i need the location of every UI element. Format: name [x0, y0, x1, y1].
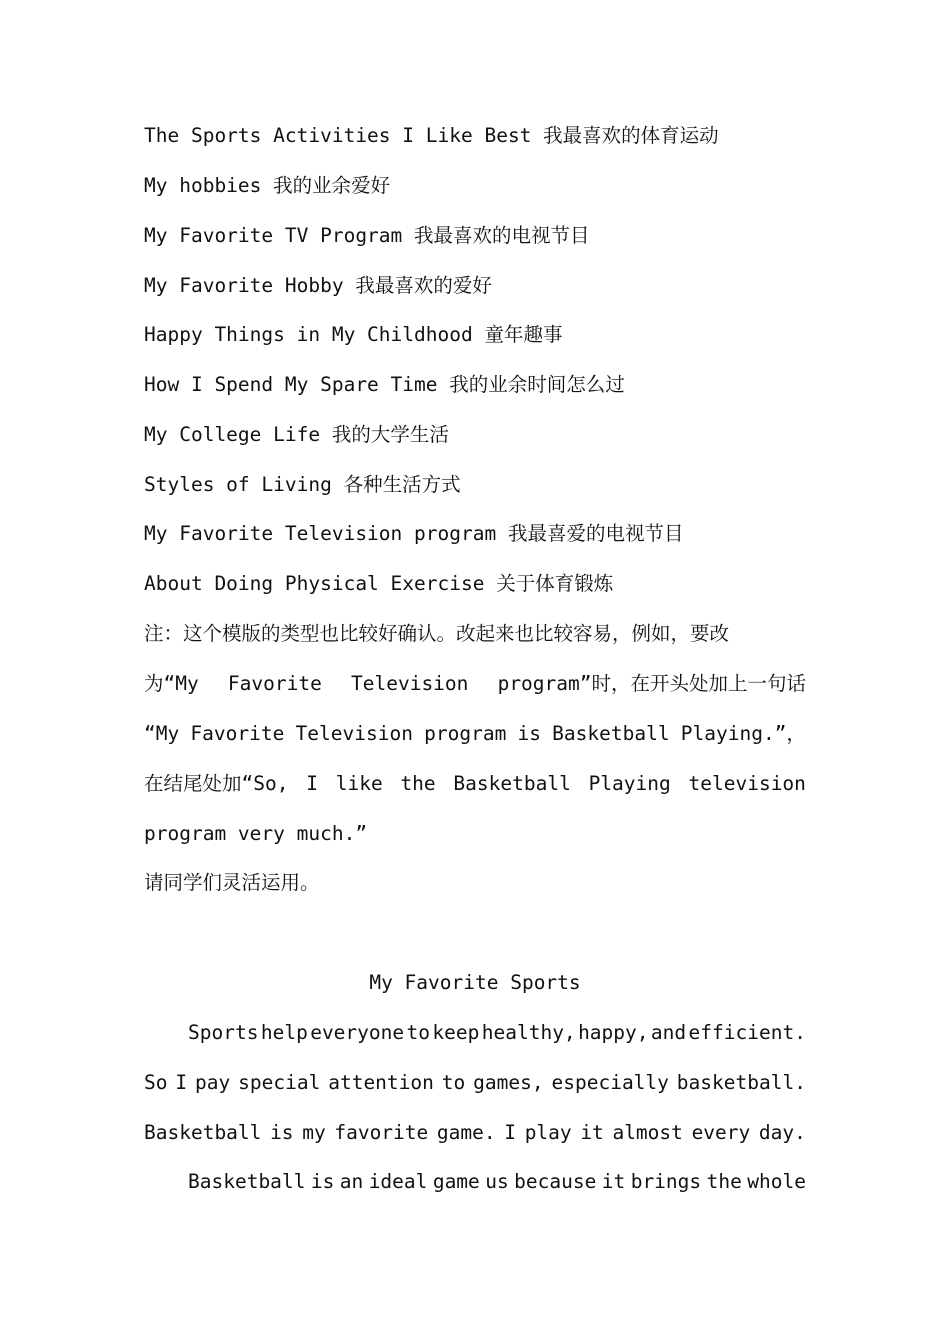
word: to [406, 1021, 430, 1044]
note-line: program very much.” [144, 822, 368, 845]
word: Basketball [144, 1121, 262, 1144]
word: Basketball [453, 772, 571, 795]
word: it [580, 1121, 604, 1144]
topic-item: The Sports Activities I Like Best 我最喜欢的体育运动 [144, 124, 719, 147]
word: day. [758, 1121, 806, 1144]
word: ideal [368, 1170, 428, 1193]
word: the [706, 1170, 742, 1193]
note-line [144, 671, 806, 697]
word: attention [328, 1071, 434, 1094]
word: I [504, 1121, 517, 1144]
word: is [517, 722, 541, 745]
word: healthy, [481, 1021, 576, 1044]
note-line [144, 721, 806, 747]
word: I [306, 772, 318, 795]
word: happy, [578, 1021, 649, 1044]
topic-item: How I Spend My Spare Time 我的业余时间怎么过 [144, 373, 625, 396]
word: program [424, 722, 507, 745]
topic-item: Styles of Living 各种生活方式 [144, 473, 461, 496]
word: because [514, 1170, 597, 1193]
word: special [238, 1071, 321, 1094]
word: Basketball [552, 722, 670, 745]
note-line: 请同学们灵活运用。 [144, 871, 320, 894]
word: Favorite [227, 672, 322, 695]
word: Basketball [188, 1170, 306, 1193]
word: 为“My [144, 672, 199, 695]
word: 在结尾处加“So, [144, 772, 289, 795]
topic-item: My College Life 我的大学生活 [144, 423, 449, 446]
word: Favorite [190, 722, 285, 745]
word: pay [195, 1071, 231, 1094]
word: “My [144, 722, 180, 745]
word: to [441, 1071, 466, 1094]
note-line [144, 621, 806, 647]
topic-item: My Favorite Hobby 我最喜欢的爱好 [144, 274, 492, 297]
word: Television [351, 672, 469, 695]
word: television [688, 772, 806, 795]
word: an [339, 1170, 364, 1193]
word: basketball. [676, 1071, 806, 1094]
word: it [601, 1170, 626, 1193]
word: game [432, 1170, 480, 1193]
word: my [302, 1121, 326, 1144]
essay-line [144, 1169, 806, 1195]
word: whole [747, 1170, 806, 1193]
essay-line [144, 1120, 806, 1146]
word: So [144, 1071, 168, 1094]
word: program”时，在开头处加上一句话 [497, 672, 806, 695]
word: game. [436, 1121, 496, 1144]
word: and [650, 1021, 687, 1044]
topic-item: Happy Things in My Childhood 童年趣事 [144, 323, 563, 346]
word: Playing.”， [680, 722, 806, 745]
topic-item: My hobbies 我的业余爱好 [144, 174, 391, 197]
word: the [400, 772, 436, 795]
word: keep [432, 1021, 480, 1044]
note-line [144, 771, 806, 797]
word: like [335, 772, 383, 795]
word: Sports [188, 1021, 259, 1044]
word: I [175, 1071, 188, 1094]
essay-line [144, 1020, 806, 1046]
essay-line [144, 1070, 806, 1096]
word: is [310, 1170, 335, 1193]
word: us [485, 1170, 509, 1193]
word: play [524, 1121, 572, 1144]
word: 注：这个模版的类型也比较好确认。改起来也比较容易，例如，要改 [144, 622, 730, 645]
word: Playing [588, 772, 671, 795]
word: brings [630, 1170, 702, 1193]
word: Television [295, 722, 413, 745]
word: is [270, 1121, 294, 1144]
word: efficient. [688, 1021, 806, 1044]
word: everyone [310, 1021, 405, 1044]
topic-item: My Favorite TV Program 我最喜欢的电视节目 [144, 224, 590, 247]
word: help [260, 1021, 308, 1044]
essay-title: My Favorite Sports [369, 971, 581, 994]
word: games, [473, 1071, 544, 1094]
topic-item: My Favorite Television program 我最喜爱的电视节目 [144, 522, 684, 545]
word: almost [612, 1121, 683, 1144]
word: especially [551, 1071, 669, 1094]
word: every [691, 1121, 751, 1144]
topic-item: About Doing Physical Exercise 关于体育锻炼 [144, 572, 614, 595]
word: favorite [334, 1121, 429, 1144]
